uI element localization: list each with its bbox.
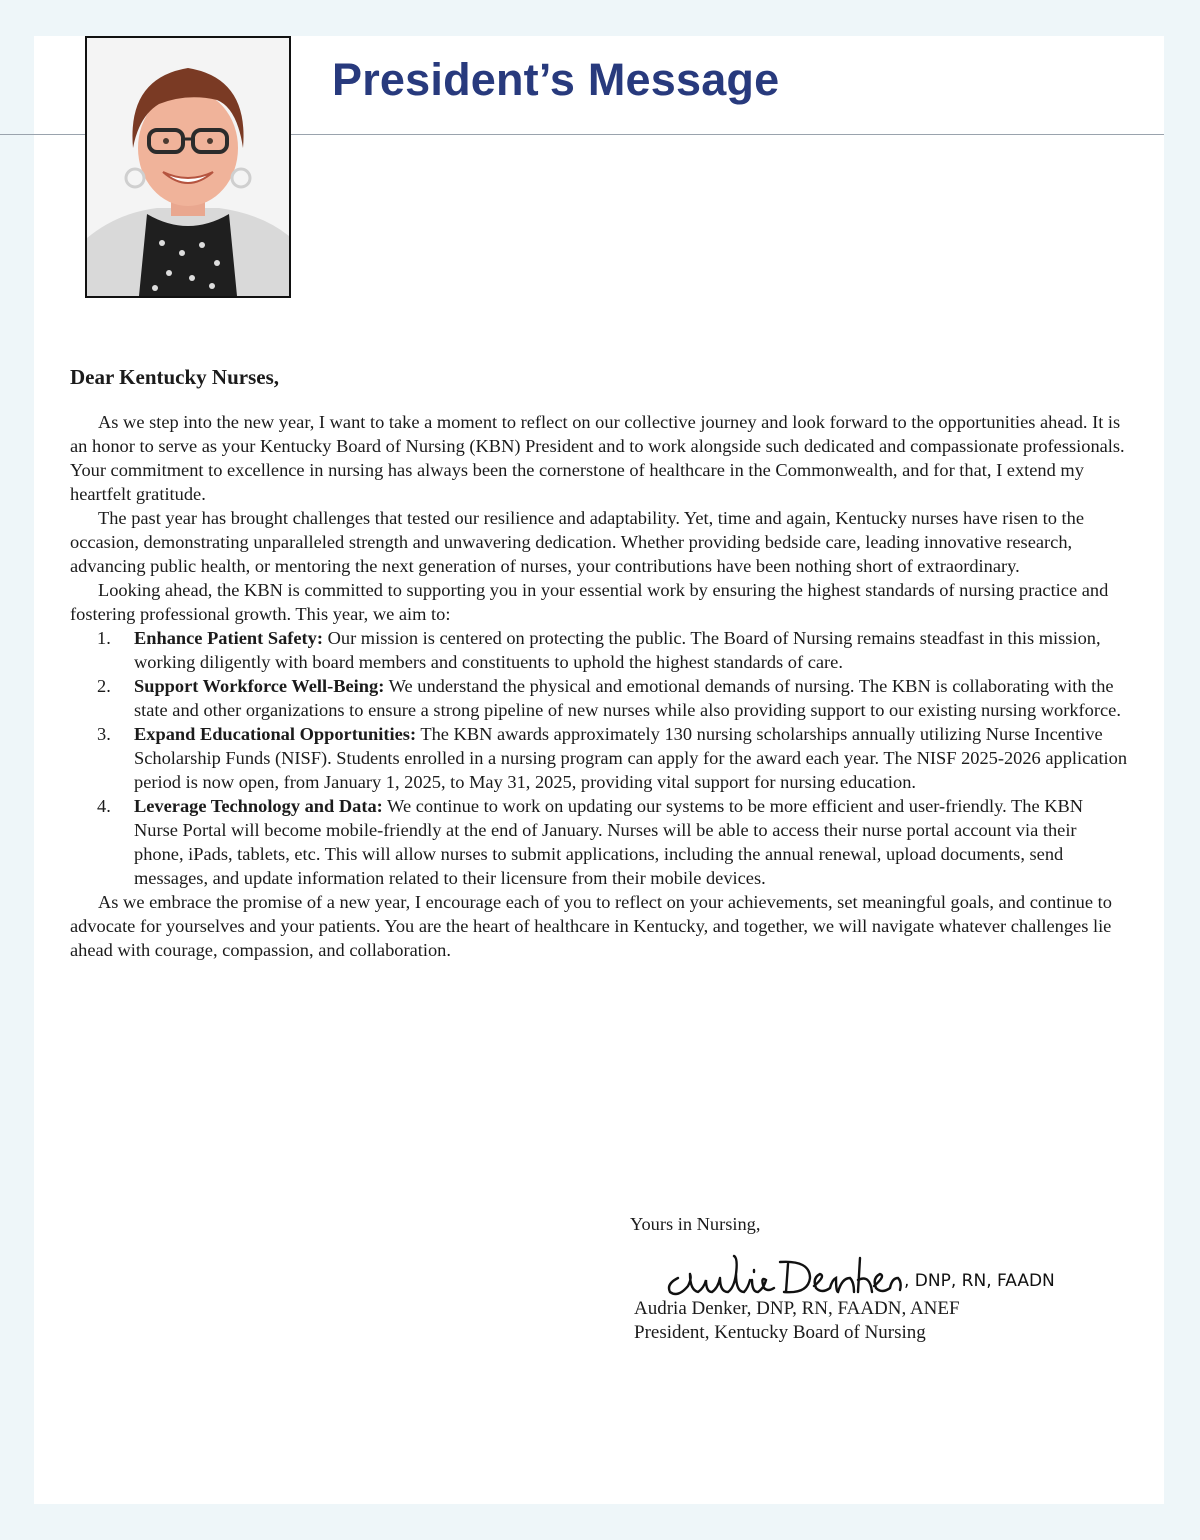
goal-heading: Support Workforce Well-Being:: [134, 676, 385, 696]
goal-heading: Leverage Technology and Data:: [134, 796, 383, 816]
signer-block: [634, 1297, 960, 1345]
letter-paragraph: Looking ahead, the KBN is committed to supporting you in your essential work by ensuring the highest standards of nursing practice and fostering professional growth. This year, we aim to:: [70, 580, 1109, 624]
goal-item: [70, 674, 1130, 722]
goal-item: [70, 722, 1130, 794]
handwritten-signature: [660, 1248, 1090, 1300]
letter-paragraph: As we embrace the promise of a new year, I encourage each of you to reflect on your achievements, set meaningful goals, and continue to advocate for yourselves and your patients. You are the heart of healthcare in Kentucky, and together, we will navigate whatever challenges lie ahead with courage, compassion, and collaboration.: [70, 892, 1112, 960]
goal-text: The KBN awards approximately 130 nursing scholarships annually utilizing Nurse Incentive Scholarship Funds (NISF). Students enrolled in a nursing program can apply for the award each year. The NISF 2025-2026 application period is now open, from January 1, 2025, to May 31, 2025, providing vital support for nursing education.: [134, 724, 1128, 792]
page-title: President’s Message: [332, 54, 780, 105]
goal-item: [70, 626, 1130, 674]
letter-paragraph: The past year has brought challenges that tested our resilience and adaptability. Yet, time and again, Kentucky nurses have risen to the occasion, demonstrating unparalleled strength and unwavering dedication. Whether providing bedside care, leading innovative research, advancing public health, or mentoring the next generation of nurses, your contributions have been nothing short of extraordinary.: [70, 508, 1084, 576]
goal-text: We continue to work on updating our systems to be more efficient and user-friendly. The KBN Nurse Portal will become mobile-friendly at the end of January. Nurses will be able to access their nurse portal account via their phone, iPads, tablets, etc. This will allow nurses to submit applications, including the annual renewal, upload documents, send messages, and update information related to their licensure from their mobile devices.: [134, 796, 1084, 888]
president-photo: [85, 36, 291, 298]
portrait-illustration: [87, 38, 289, 296]
goal-text: We understand the physical and emotional demands of nursing. The KBN is collaborating with the state and other organizations to ensure a strong pipeline of new nurses while also providing support to our existing nursing workforce.: [134, 676, 1121, 720]
goal-number: 2.: [97, 676, 111, 696]
svg-text:, DNP, RN, FAADN: , DNP, RN, FAADN: [904, 1271, 1055, 1291]
letter-paragraph: As we step into the new year, I want to take a moment to reflect on our collective journey and look forward to the opportunities ahead. It is an honor to serve as your Kentucky Board of Nursing (KBN) President and to work alongside such dedicated and compassionate professionals. Your commitment to excellence in nursing has always been the cornerstone of healthcare in the Commonwealth, and for that, I extend my heartfelt gratitude.: [70, 412, 1125, 504]
goal-heading: Enhance Patient Safety:: [134, 628, 323, 648]
goals-list: [70, 626, 1130, 890]
signer-name: Audria Denker, DNP, RN, FAADN, ANEF: [634, 1298, 960, 1319]
goal-number: 3.: [97, 724, 111, 744]
goal-number: 1.: [97, 628, 111, 648]
goal-item: [70, 794, 1130, 890]
salutation: Dear Kentucky Nurses,: [70, 365, 280, 389]
goal-number: 4.: [97, 796, 111, 816]
goal-text: Our mission is centered on protecting the public. The Board of Nursing remains steadfast in this mission, working diligently with board members and constituents to uphold the highest standards of care.: [134, 628, 1101, 672]
closing-line: Yours in Nursing,: [630, 1214, 761, 1234]
signer-role: President, Kentucky Board of Nursing: [634, 1322, 926, 1343]
letter-body: [70, 364, 1130, 962]
goal-heading: Expand Educational Opportunities:: [134, 724, 417, 744]
